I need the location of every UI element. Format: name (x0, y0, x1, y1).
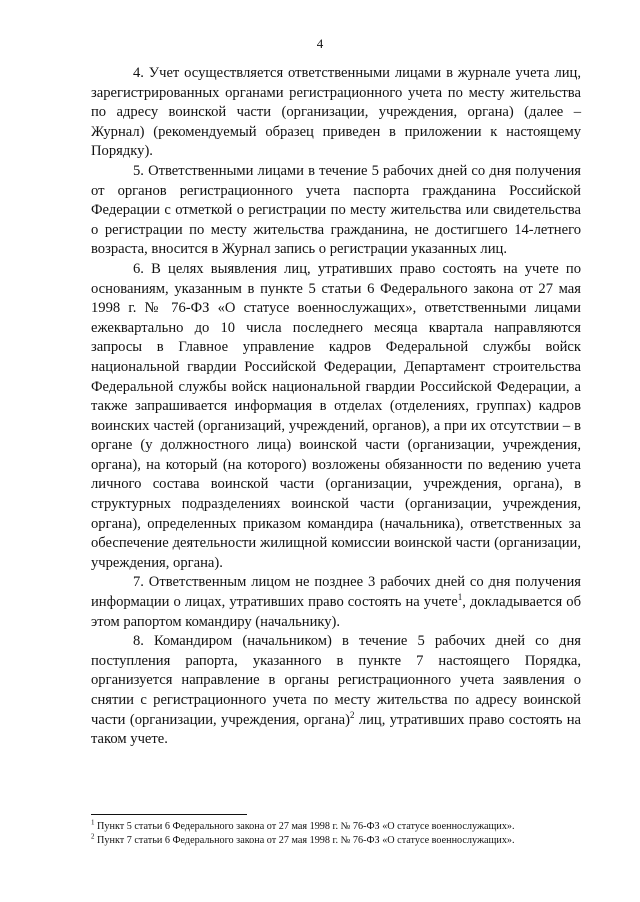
paragraph-5: 5. Ответственными лицами в течение 5 рабочих дней со дня получения от органов регистрационного учета паспорта гражданина Российской Федерации с отметкой о регистрации по месту жительства или свидетельства о регистрации по месту жительства гражданина, не достигшего 14-летнего возраста, вносится в Журнал запись о регистрации указанных лиц. (91, 162, 581, 258)
footnote-marker-1: 1 (91, 818, 95, 827)
document-body (91, 64, 581, 750)
footnote-2 (91, 834, 591, 848)
footnotes (91, 820, 591, 848)
paragraph-6: 6. В целях выявления лиц, утративших право состоять на учете по основаниям, указанным в пункте 5 статьи 6 Федерального закона от 27 мая 1998 г. № 76-ФЗ «О статусе военнослужащих», ответственными лицами ежеквартально до 10 числа последнего месяца квартала направляются запросы в Главное управление кадров Федеральной службы войск национальной гвардии Российской Федерации, Департамент строительства Федеральной службы войск национальной гвардии Российской Федерации, а также запрашивается информация в отделах (отделениях, группах) кадров воинских частей (организаций, учреждений, органов), а при их отсутствии – в органе (у должностного лица) воинской части (организации, учреждения, органа), на который (на которого) возложены обязанности по ведению учета личного состава воинской части (организации, учреждения, органа), в структурных подразделениях воинской части (организации, учреждения, органа), определенных приказом командира (начальника), ответственных за обеспечение деятельности жилищной комиссии воинской части (организации, учреждения, органа). (91, 260, 581, 571)
paragraph-4: 4. Учет осуществляется ответственными лицами в журнале учета лиц, зарегистрированных органами регистрационного учета по месту жительства по адресу воинской части (организации, учреждения, органа) (далее – Журнал) (рекомендуемый образец приведен в приложении к настоящему Порядку). (91, 65, 581, 160)
footnote-ref-2[interactable]: 2 (349, 709, 355, 720)
paragraph-8-text-end: лиц, утративших право состоять на таком учете. (91, 711, 581, 748)
paragraph-7-text-end: , докладывается об этом рапортом командиру (начальнику). (91, 594, 581, 630)
paragraph-7-text: 7. Ответственным лицом не позднее 3 рабочих дней со дня получения информации о лицах, утративших право состоять на учете (91, 574, 581, 611)
paragraph-8 (91, 632, 581, 750)
footnote-separator (91, 814, 247, 815)
footnote-1-text: Пункт 5 статьи 6 Федерального закона от 27 мая 1998 г. № 76-ФЗ «О статусе военнослужащих». (94, 821, 515, 832)
paragraph-8-text: 8. Командиром (начальником) в течение 5 рабочих дней со дня поступления рапорта, указанного в пункте 7 настоящего Порядка, организуется направление в органы регистрационного учета заявления о снятии с регистрационного учета по месту жительства по адресу воинской части (организации, учреждения, органа) (91, 633, 581, 728)
paragraph-7 (91, 573, 581, 632)
footnote-2-text: Пункт 7 статьи 6 Федерального закона от 27 мая 1998 г. № 76-ФЗ «О статусе военнослужащих». (94, 835, 515, 846)
footnote-ref-1[interactable]: 1 (457, 592, 463, 603)
footnote-marker-2: 2 (91, 832, 95, 841)
page-number: 4 (316, 36, 324, 51)
footnote-1 (91, 820, 591, 834)
